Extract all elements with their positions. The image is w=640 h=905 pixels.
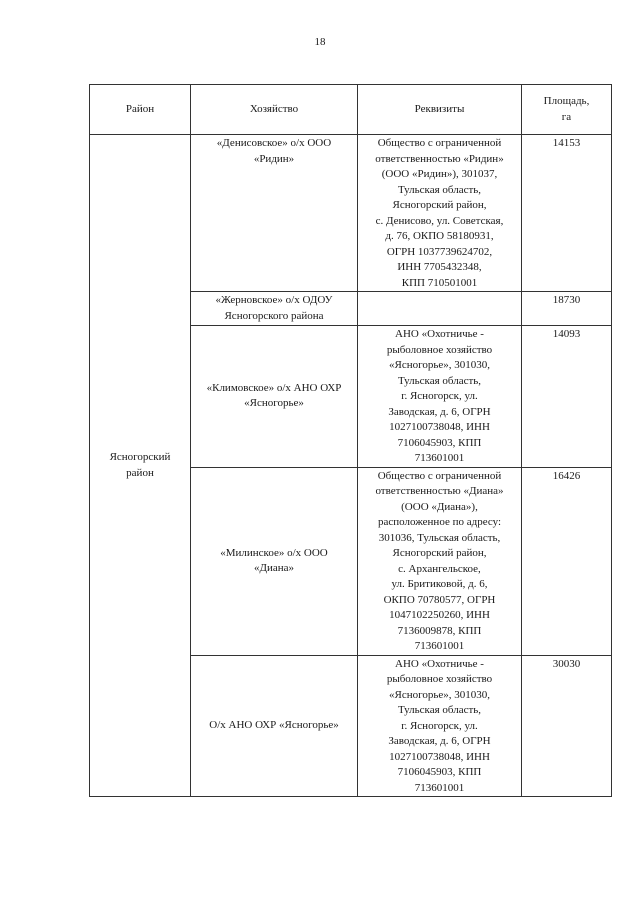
area-cell: 18730	[522, 292, 612, 326]
header-region: Район	[90, 85, 191, 135]
table-header	[90, 85, 612, 135]
area-cell: 30030	[522, 655, 612, 797]
farm-cell: «Климовское» о/х АНО ОХР «Ясногорье»	[191, 326, 358, 468]
area-cell: 14153	[522, 135, 612, 292]
area-cell: 16426	[522, 467, 612, 655]
requisites-cell: АНО «Охотничье - рыболовное хозяйство «Ясногорье», 301030, Тульская область, г. Ясногорск, ул. Заводская, д. 6, ОГРН 1027100738048, ИНН 7106045903, КПП 713601001	[358, 326, 522, 468]
header-requisites: Реквизиты	[358, 85, 522, 135]
area-cell: 14093	[522, 326, 612, 468]
region-cell: Ясногорский район	[90, 135, 191, 797]
table-row	[90, 135, 612, 292]
requisites-cell: АНО «Охотничье - рыболовное хозяйство «Ясногорье», 301030, Тульская область, г. Ясногорск, ул. Заводская, д. 6, ОГРН 1027100738048, ИНН 7106045903, КПП 713601001	[358, 655, 522, 797]
requisites-cell: Общество с ограниченной ответственностью «Ридин» (ООО «Ридин»), 301037, Тульская область, Ясногорский район, с. Денисово, ул. Советская, д. 76, ОКПО 58180931, ОГРН 1037739624702, ИНН 7705432348, КПП 710501001	[358, 135, 522, 292]
table-body	[90, 135, 612, 797]
farm-cell: «Денисовское» о/х ООО «Ридин»	[191, 135, 358, 292]
farm-cell: О/х АНО ОХР «Ясногорье»	[191, 655, 358, 797]
farm-cell: «Милинское» о/х ООО «Диана»	[191, 467, 358, 655]
page-number: 18	[314, 36, 326, 48]
requisites-cell: Общество с ограниченной ответственностью «Диана» (ООО «Диана»), расположенное по адресу: 301036, Тульская область, Ясногорский район, с. Архангельское, ул. Бритиковой, д. 6, ОКПО 70780577, ОГРН 1047102250260, ИНН 7136009878, КПП 713601001	[358, 467, 522, 655]
farm-cell: «Жерновское» о/х ОДОУ Ясногорского района	[191, 292, 358, 326]
header-area: Площадь, га	[522, 85, 612, 135]
header-farm: Хозяйство	[191, 85, 358, 135]
hunting-farms-table	[89, 84, 612, 797]
requisites-cell	[358, 292, 522, 326]
